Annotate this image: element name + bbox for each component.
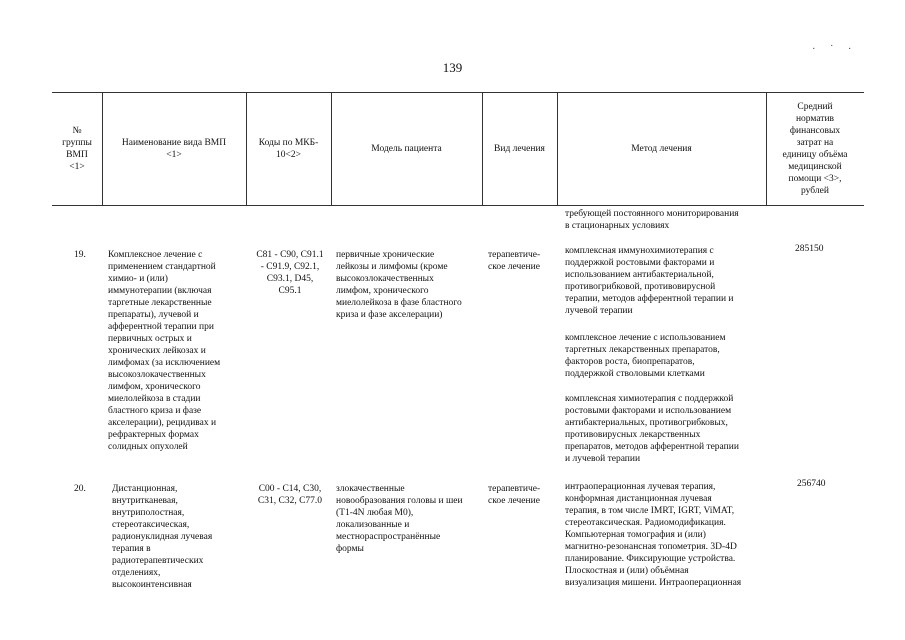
row-19-average-cost: 285150: [795, 244, 824, 254]
row-19-number: 19.: [74, 250, 86, 260]
row-19-method-1: комплексная иммунохимиотерапия с поддержкой ростовыми факторами и использованием антибактериальной, противогрибковой, противовирусной терапии, методов афферентной терапии и лучевой терапии: [565, 246, 734, 316]
header-group-number: [52, 92, 102, 205]
row-20-average-cost: 256740: [797, 479, 826, 489]
header-treatment-method-text: Метод лечения: [631, 143, 692, 154]
header-bottom-border: [52, 205, 864, 206]
row-19-treatment-type: терапевтиче- ское лечение: [488, 250, 541, 272]
row-19-method-2: комплексное лечение с использованием таргетных лекарственных препаратов, факторов роста, биопрепаратов, поддержкой стволовыми клетками: [565, 333, 726, 379]
row-19-patient-model: первичные хронические лейкозы и лимфомы (кроме высокозлокачественных лимфом, хронического миелолейкоза в фазе бластного криза и фазе акселерации): [336, 250, 462, 320]
scan-marks: . · .: [812, 40, 857, 52]
header-vmp-name: [102, 92, 246, 205]
page-number: 139: [442, 60, 463, 75]
row-20-icd-codes: C00 - C14, C30, C31, C32, C77.0: [257, 484, 323, 506]
header-vmp-name-text: Наименование вида ВМП <1>: [121, 137, 227, 160]
row-20-method-1: интраоперационная лучевая терапия, конформная дистанционная лучевая терапия, в том числе IMRT, IGRT, ViMAT, стереотаксическая. Радиомодификация. Компьютерная томография и (или) магнитно-резонансная топометрия. 3D-4D планирование. Фиксирующие устройства. Плоскостная и (или) объёмная визуализация мишени. Интраоперационная: [565, 482, 742, 588]
header-average-cost-text: Средний норматив финансовых затрат на единицу объёма медицинской помощи <3>, рублей: [782, 101, 848, 196]
header-patient-model-text: Модель пациента: [371, 143, 442, 154]
row-19-vmp-name: Комплексное лечение с применением стандартной химио- и (или) иммунотерапии (включая таргетные лекарственные препараты), лучевой и афферентной терапии при первичных острых и хронических лейкозах и лимфомах (за исключением высокозлокачественных лимфом, хронического миелолейкоза в стадии бластного криза и фазе акселерации), рецидивах и рефрактерных формах солидных опухолей: [108, 250, 221, 452]
continuation-method-text: требующей постоянного мониторирования в стационарных условиях: [565, 209, 739, 231]
header-treatment-type: [482, 92, 557, 205]
header-group-number-text: № группы ВМП <1>: [62, 125, 92, 172]
row-19-icd-codes: C81 - C90, C91.1 - C91.9, C92.1, C93.1, D45, C95.1: [256, 250, 324, 296]
row-20-number: 20.: [74, 484, 86, 494]
row-20-patient-model: злокачественные новообразования головы и шеи (T1-4N любая M0), локализованные и местнораспространённые формы: [336, 484, 463, 554]
header-icd-codes-text: Коды по МКБ- 10<2>: [258, 137, 319, 160]
header-average-cost: [766, 92, 864, 205]
header-icd-codes: [246, 92, 331, 205]
header-treatment-type-text: Вид лечения: [494, 143, 545, 154]
row-20-vmp-name: Дистанционная, внутритканевая, внутриполостная, стереотаксическая, радионуклидная лучевая терапия в радиотерапевтических отделениях, высокоинтенсивная: [112, 484, 213, 590]
row-19-method-3: комплексная химиотерапия с поддержкой ростовыми факторами и использованием антибактериальных, противогрибковых, противовирусных лекарственных препаратов, методов афферентной терапии и лучевой терапии: [565, 394, 739, 464]
row-20-treatment-type: терапевтиче- ское лечение: [488, 484, 541, 506]
header-treatment-method: [557, 92, 766, 205]
header-patient-model: [331, 92, 482, 205]
